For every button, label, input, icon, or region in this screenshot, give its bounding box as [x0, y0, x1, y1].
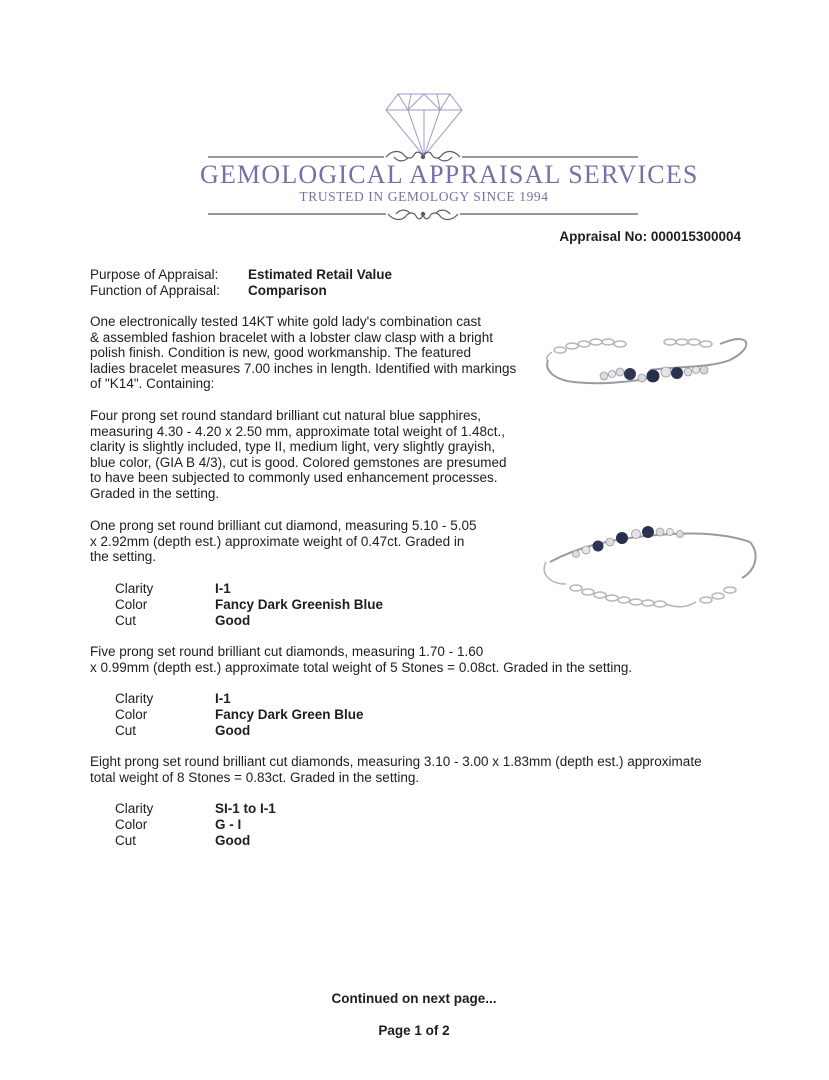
text-line: Five prong set round brilliant cut diamonds, measuring 1.70 - 1.60: [90, 644, 484, 659]
text-line: polish finish. Condition is new, good workmanship. The featured: [90, 345, 471, 361]
text-line: & assembled fashion bracelet with a lobster claw clasp with a bright: [90, 329, 493, 345]
text-line: clarity is slightly included, type II, medium light, very slightly grayish,: [90, 439, 496, 455]
diamond2-cut-label: Cut: [115, 723, 137, 738]
description-paragraph: [90, 314, 516, 392]
diamond1-paragraph: [90, 518, 476, 565]
continued-note: Continued on next page...: [331, 991, 497, 1006]
text-line: Four prong set round standard brilliant cut natural blue sapphires,: [90, 408, 481, 423]
function-value: Comparison: [248, 283, 327, 298]
company-tagline: TRUSTED IN GEMOLOGY SINCE 1994: [299, 189, 549, 204]
sapphires-paragraph: [90, 408, 506, 502]
text-line: Graded in the setting.: [90, 485, 220, 501]
appraisal-number: Appraisal No: 000015300004: [559, 229, 741, 244]
bracelet-photo-front: [540, 330, 760, 410]
diamond2-clarity-value: I-1: [215, 691, 231, 706]
diamond3-clarity-value: SI-1 to I-1: [215, 801, 276, 816]
diamond1-clarity-value: I-1: [215, 581, 231, 596]
text-line: x 0.99mm (depth est.) approximate total weight of 5 Stones = 0.08ct. Graded in the setting.: [90, 659, 633, 675]
diamond3-color-label: Color: [115, 817, 148, 832]
text-line: total weight of 8 Stones = 0.83ct. Graded in the setting.: [90, 769, 420, 785]
diamond3-cut-value: Good: [215, 833, 251, 848]
diamond1-cut-value: Good: [215, 613, 251, 628]
bracelet-photo-angle: [536, 518, 764, 618]
diamond2-color-label: Color: [115, 707, 148, 722]
diamond3-paragraph: [90, 754, 702, 785]
company-name: GEMOLOGICAL APPRAISAL SERVICES: [200, 160, 699, 189]
text-line: ladies bracelet measures 7.00 inches in length. Identified with markings: [90, 360, 517, 376]
text-line: to have been subjected to commonly used enhancement processes.: [90, 470, 498, 486]
text-line: Eight prong set round brilliant cut diamonds, measuring 3.10 - 3.00 x 1.83mm (depth est.) approximate: [90, 754, 702, 769]
diamond1-cut-label: Cut: [115, 613, 137, 628]
purpose-label: Purpose of Appraisal:: [90, 267, 219, 282]
text-line: One electronically tested 14KT white gold lady's combination cast: [90, 314, 482, 329]
page-number: Page 1 of 2: [378, 1023, 450, 1038]
diamond1-color-value: Fancy Dark Greenish Blue: [215, 597, 384, 612]
function-label: Function of Appraisal:: [90, 283, 220, 298]
diamond2-color-value: Fancy Dark Green Blue: [215, 707, 364, 722]
diamond3-cut-label: Cut: [115, 833, 137, 848]
purpose-value: Estimated Retail Value: [248, 267, 393, 282]
text-line: One prong set round brilliant cut diamond, measuring 5.10 - 5.05: [90, 518, 477, 533]
text-line: x 2.92mm (depth est.) approximate weight of 0.47ct. Graded in: [90, 533, 465, 549]
diamond2-clarity-label: Clarity: [115, 691, 154, 706]
diamond3-color-value: G - I: [215, 817, 242, 832]
text-line: measuring 4.30 - 4.20 x 2.50 mm, approximate total weight of 1.48ct.,: [90, 423, 505, 439]
diamond1-clarity-label: Clarity: [115, 581, 154, 596]
text-line: blue color, (GIA B 4/3), cut is good. Colored gemstones are presumed: [90, 454, 507, 470]
diamond2-paragraph: [90, 644, 632, 675]
text-line: of "K14". Containing:: [90, 376, 215, 392]
diamond1-color-label: Color: [115, 597, 148, 612]
diamond2-cut-value: Good: [215, 723, 251, 738]
diamond3-clarity-label: Clarity: [115, 801, 154, 816]
text-line: the setting.: [90, 549, 157, 565]
ornament-divider-bottom: [208, 206, 638, 224]
